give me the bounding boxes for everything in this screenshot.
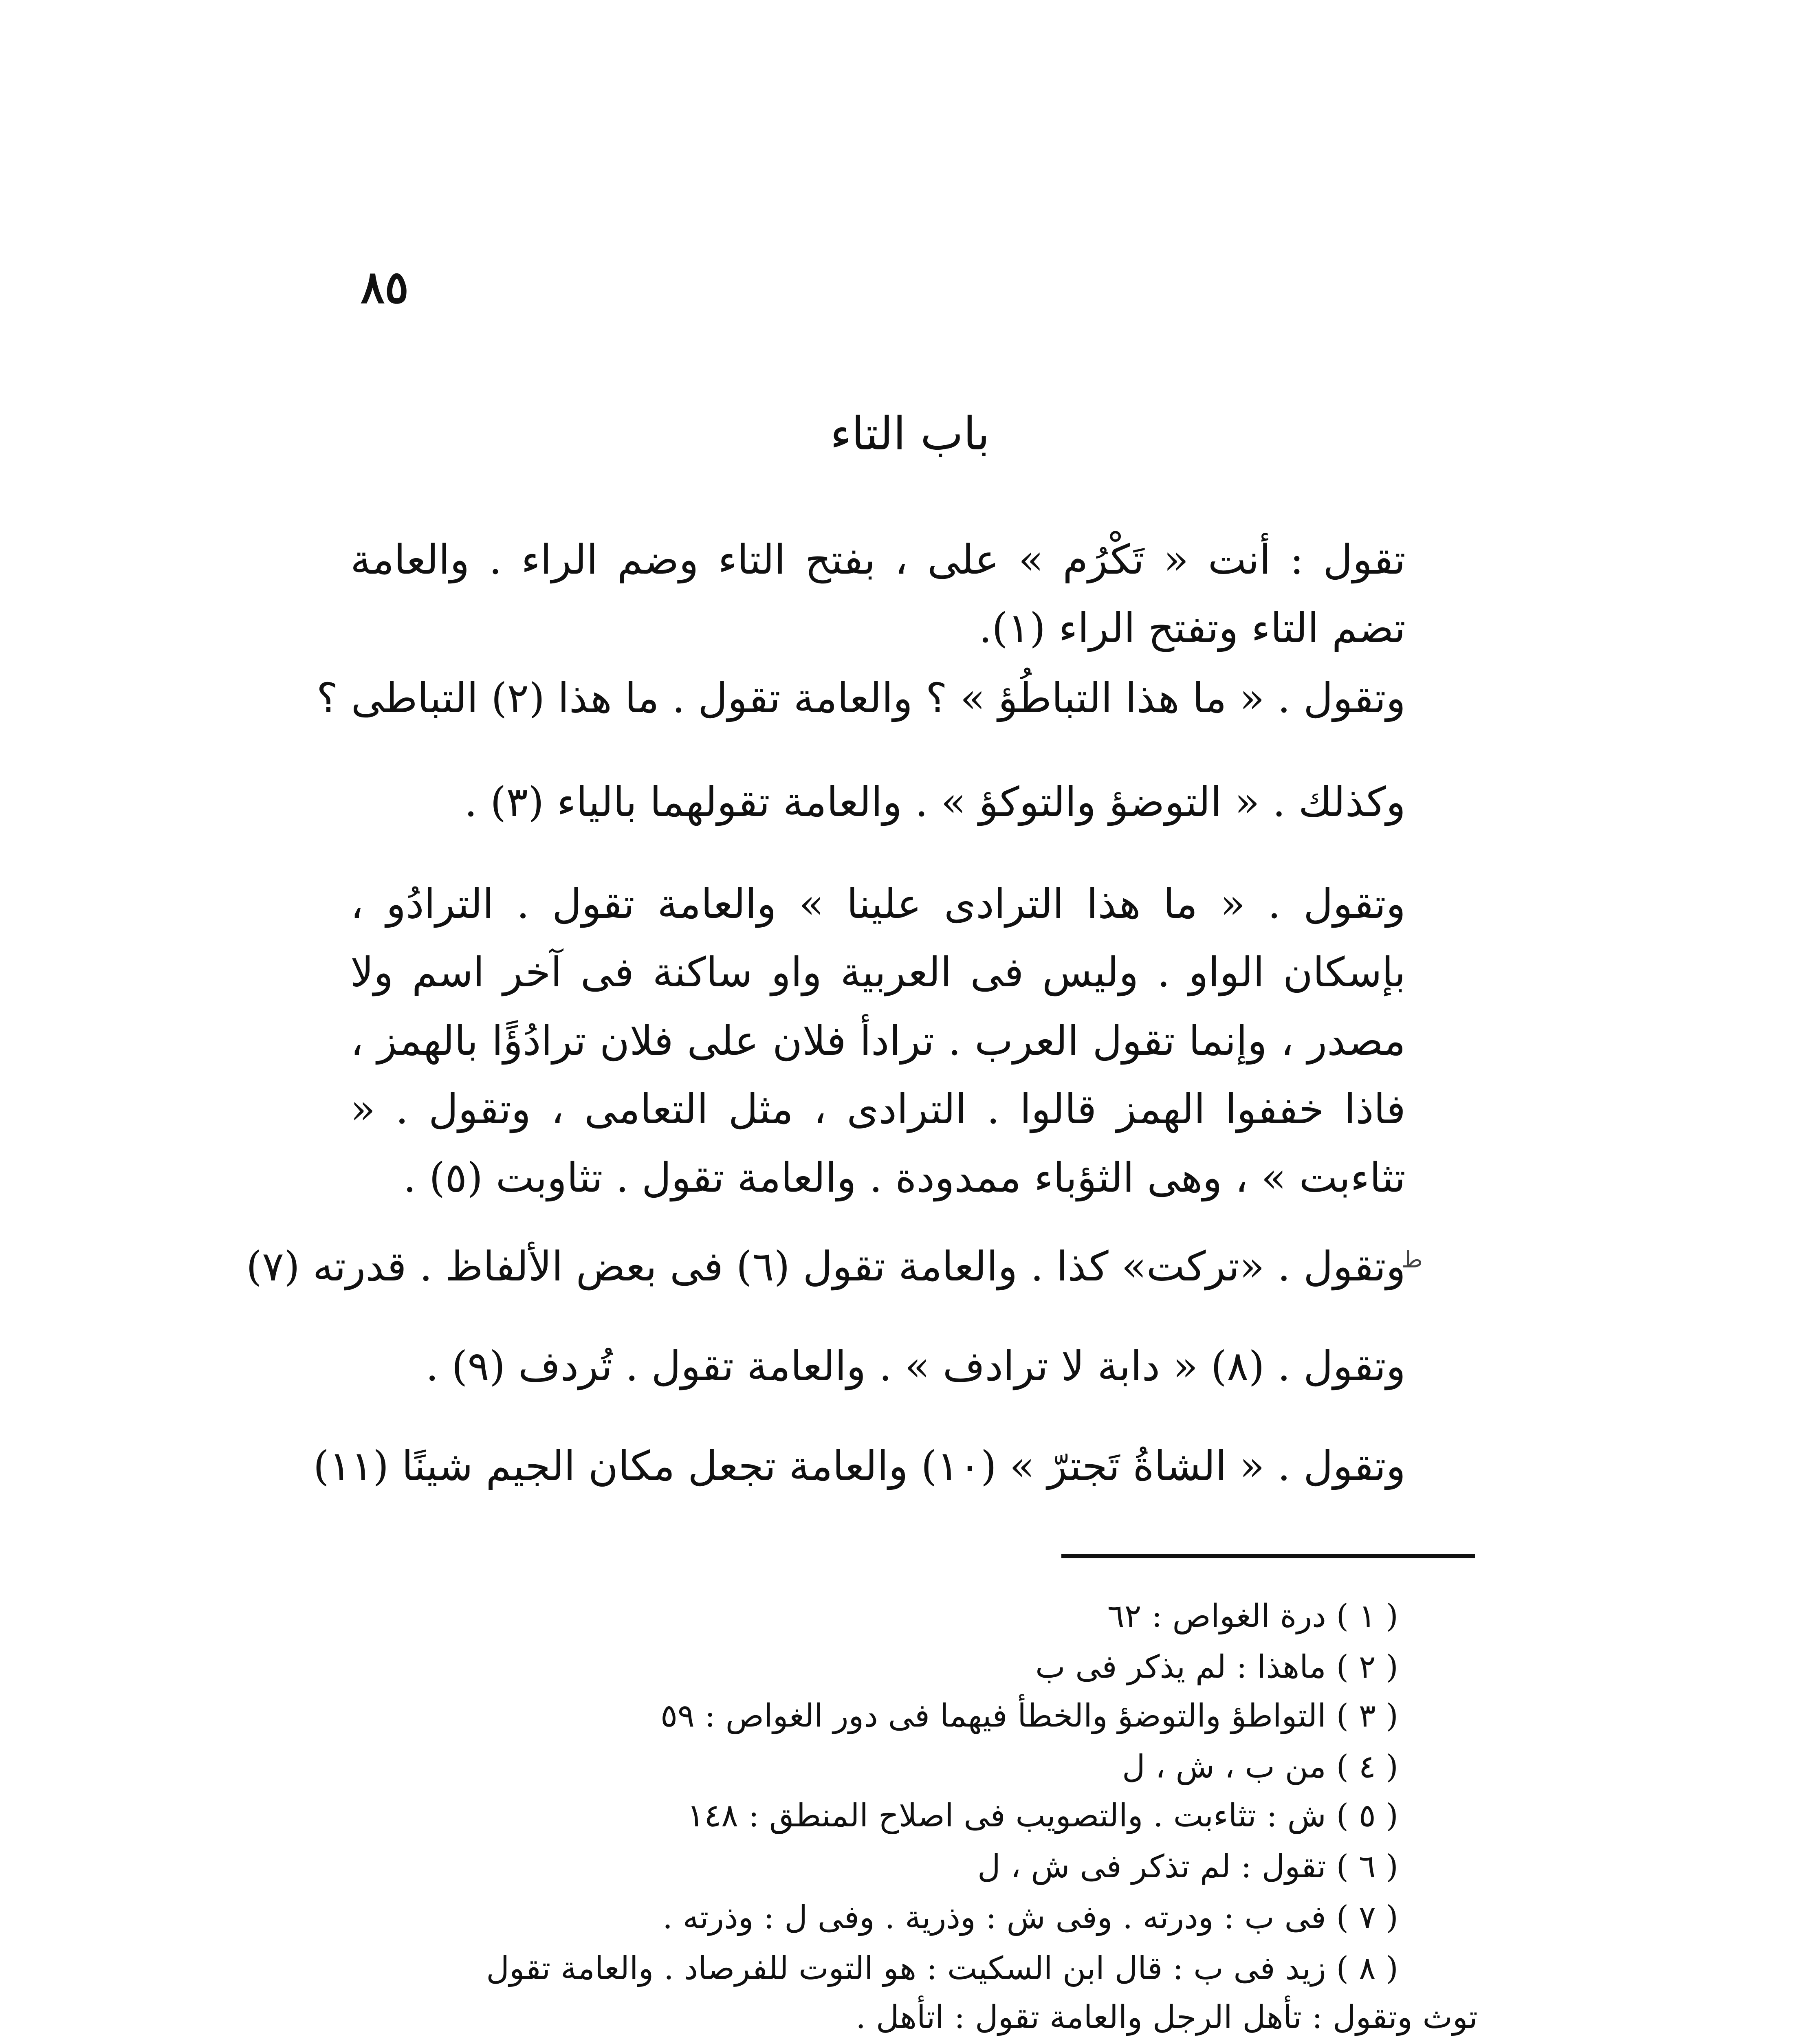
- paragraph-2: وتقول . « ما هذا التباطُؤ » ؟ والعامة تقول . ما هذا (٢) التباطى ؟: [316, 674, 1406, 722]
- paragraph-3: وكذلك . « التوضؤ والتوكؤ » . والعامة تقولهما بالياء (٣) .: [464, 778, 1406, 826]
- footnote-1: ( ١ ) درة الغواص : ٦٢: [1107, 1598, 1398, 1634]
- footnote-8-continued: توث وتقول : تأهل الرجل والعامة تقول : اتأهل .: [856, 1999, 1478, 2036]
- footnote-2: ( ٢ ) ماهذا : لم يذكر فى ب: [1035, 1649, 1398, 1685]
- paragraph-7: وتقول . « الشاةُ تَجترّ » (١٠) والعامة تجعل مكان الجيم شينًا (١١): [313, 1442, 1406, 1490]
- footnote-divider: [1061, 1554, 1475, 1558]
- footnote-5: ( ٥ ) ش : تثاءبت . والتصويب فى اصلاح المنطق : ١٤٨: [687, 1797, 1398, 1834]
- paragraph-1: تقول : أنت « تَكْرُم » على ، بفتح التاء وضم الراء . والعامة تضم التاء وتفتح الراء (١).: [350, 536, 1406, 652]
- page-number: ٨٥: [361, 261, 409, 313]
- margin-note: ط: [1402, 1247, 1423, 1273]
- footnote-3: ( ٣ ) التواطؤ والتوضؤ والخطأ فيهما فى دور الغواص : ٥٩: [660, 1698, 1398, 1734]
- paragraph-5: وتقول . «تركت» كذا . والعامة تقول (٦) فى بعض الألفاظ . قدرته (٧): [246, 1243, 1406, 1290]
- chapter-title: باب التاء: [830, 407, 990, 460]
- footnote-6: ( ٦ ) تقول : لم تذكر فى ش ، ل: [977, 1848, 1398, 1885]
- paragraph-6: وتقول . (٨) « دابة لا ترادف » . والعامة تقول . تُردف (٩) .: [425, 1342, 1406, 1390]
- footnote-8: ( ٨ ) زيد فى ب : قال ابن السكيت : هو التوت للفرصاد . والعامة تقول: [486, 1950, 1398, 1987]
- footnote-7: ( ٧ ) فى ب : ودرته . وفى ش : وذرية . وفى ل : وذرته .: [662, 1899, 1398, 1936]
- footnote-4: ( ٤ ) من ب ، ش ، ل: [1122, 1749, 1398, 1785]
- paragraph-4: وتقول . « ما هذا الترادى علينا » والعامة تقول . الترادُو ، بإسكان الواو . وليس فى العربية واو ساكنة فى آخر اسم ولا مصدر ، وإنما تقول العرب . ترادأ فلان على فلان ترادُؤًا بالهمز ، فاذا خففوا الهمز قالوا . الترادى ، مثل التعامى ، وتقول . « تثاءبت » ، وهى الثؤباء ممدودة . والعامة تقول . تثاوبت (٥) .: [350, 880, 1406, 1201]
